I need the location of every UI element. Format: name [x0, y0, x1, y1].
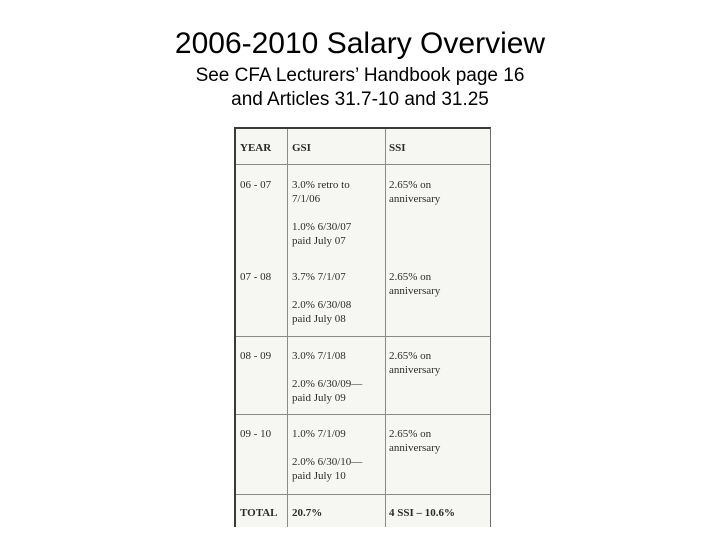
header-gsi: GSI	[292, 142, 311, 154]
subtitle-line-2: and Articles 31.7-10 and 31.25	[231, 89, 489, 110]
row-year: 08 - 09	[240, 350, 272, 362]
row-year: 06 - 07	[240, 179, 272, 191]
total-gsi: 20.7%	[292, 507, 323, 519]
gsi-entry: 3.7% 7/1/07	[292, 271, 346, 283]
gsi-entry: 1.0% 6/30/07	[292, 221, 352, 233]
ssi-entry: anniversary	[389, 285, 441, 297]
ssi-entry: 2.65% on	[389, 271, 432, 283]
column-divider	[287, 129, 288, 527]
ssi-entry: anniversary	[389, 193, 441, 205]
ssi-entry: anniversary	[389, 442, 441, 454]
ssi-entry: 2.65% on	[389, 350, 432, 362]
row-year: 07 - 08	[240, 271, 272, 283]
slide-title: 2006-2010 Salary Overview	[174, 27, 546, 60]
ssi-entry: 2.65% on	[389, 428, 432, 440]
gsi-entry: 3.0% 7/1/08	[292, 350, 346, 362]
gsi-entry: 1.0% 7/1/09	[292, 428, 346, 440]
total-label: TOTAL	[240, 507, 278, 519]
column-divider	[385, 129, 386, 527]
gsi-entry: paid July 09	[292, 392, 346, 404]
subtitle-line-1: See CFA Lecturers’ Handbook page 16	[195, 65, 525, 86]
row-divider	[236, 494, 490, 495]
gsi-entry: paid July 08	[292, 313, 346, 325]
ssi-entry: anniversary	[389, 364, 441, 376]
header-year: YEAR	[240, 142, 272, 154]
gsi-entry: paid July 10	[292, 470, 346, 482]
ssi-entry: 2.65% on	[389, 179, 432, 191]
gsi-entry: 2.0% 6/30/09—	[292, 378, 363, 390]
header-ssi: SSI	[389, 142, 406, 154]
salary-table-image	[234, 127, 491, 527]
gsi-entry: 7/1/06	[292, 193, 321, 205]
total-ssi: 4 SSI – 10.6%	[389, 507, 456, 519]
row-divider	[236, 414, 490, 415]
row-divider	[236, 164, 490, 165]
gsi-entry: 3.0% retro to	[292, 179, 350, 191]
gsi-entry: 2.0% 6/30/10—	[292, 456, 363, 468]
row-year: 09 - 10	[240, 428, 272, 440]
slide-subtitle	[0, 64, 720, 112]
gsi-entry: paid July 07	[292, 235, 346, 247]
row-divider	[236, 336, 490, 337]
gsi-entry: 2.0% 6/30/08	[292, 299, 352, 311]
